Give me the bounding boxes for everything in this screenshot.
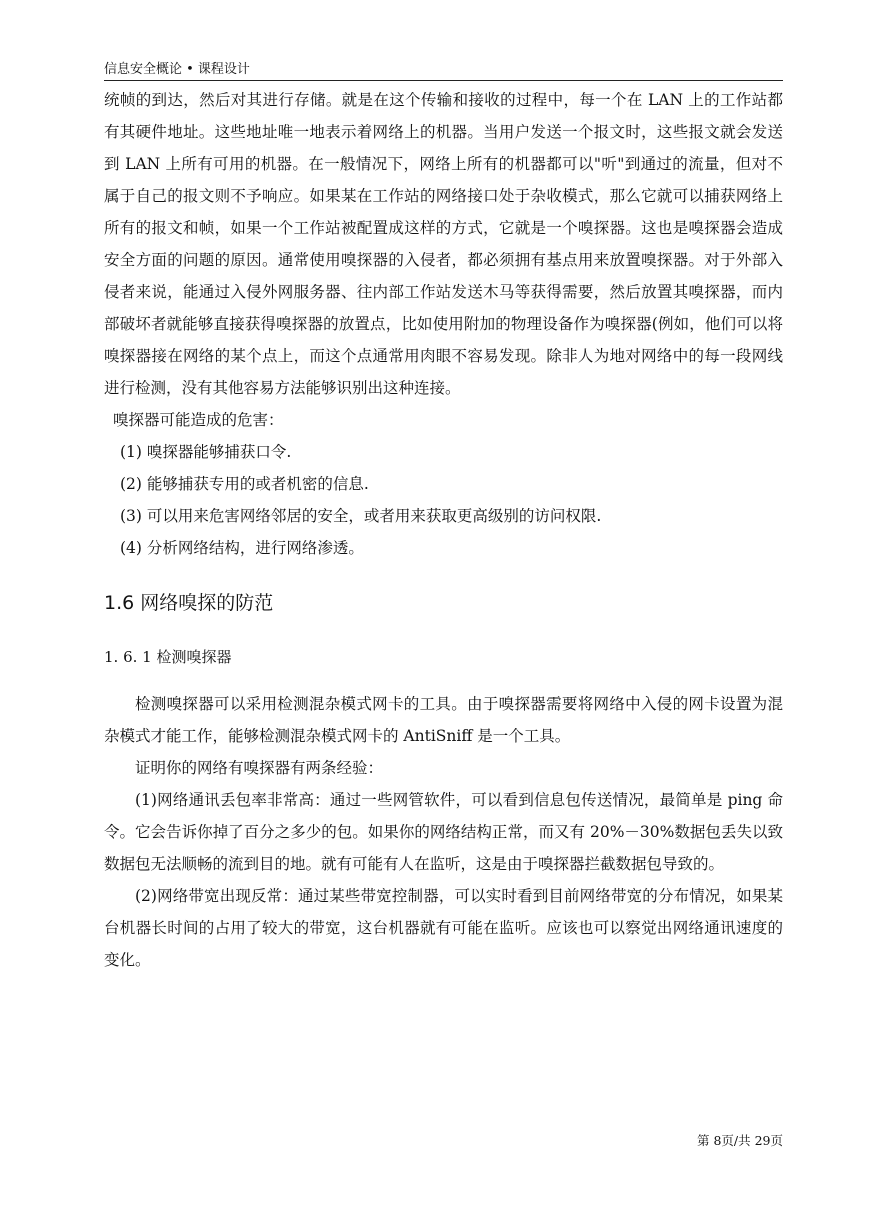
evidence-intro: 证明你的网络有嗅探器有两条经验： — [135, 759, 384, 777]
hazard-item-3: (3) 可以用来危害网络邻居的安全，或者用来获取更高级别的访问权限. — [120, 507, 602, 525]
evidence-item-1: (1)网络通讯丢包率非常高：通过一些网管软件，可以看到信息包传送情况，最简单是 ping 命令。它会告诉你掉了百分之多少的包。如果你的网络结构正常，而又有 20%－30%数据包丢失以致数据包无法顺畅的流到目的地。就有可能有人在监听，这是由于嗅探器拦截数据包导致的。 — [104, 791, 783, 873]
page-header-title: 信息安全概论 • 课程设计 — [104, 62, 250, 77]
header-divider — [104, 80, 783, 81]
hazard-item-2: (2) 能够捕获专用的或者机密的信息. — [120, 475, 369, 493]
page-number: 第 8页/共 29页 — [696, 1133, 783, 1148]
page-content — [104, 84, 783, 976]
section-heading: 1.6 网络嗅探的防范 — [104, 592, 274, 614]
hazards-intro: 嗅探器可能造成的危害： — [113, 411, 284, 429]
continued-paragraph: 统帧的到达，然后对其进行存储。就是在这个传输和接收的过程中，每一个在 LAN 上的工作站都有其硬件地址。这些地址唯一地表示着网络上的机器。当用户发送一个报文时，这些报文就会发送到 LAN 上所有可用的机器。在一般情况下，网络上所有的机器都可以"听"到通过的流量，但对不属于自己的报文则不予响应。如果某在工作站的网络接口处于杂收模式，那么它就可以捕获网络上所有的报文和帧，如果一个工作站被配置成这样的方式，它就是一个嗅探器。这也是嗅探器会造成安全方面的问题的原因。通常使用嗅探器的入侵者，都必须拥有基点用来放置嗅探器。对于外部入侵者来说，能通过入侵外网服务器、往内部工作站发送木马等获得需要，然后放置其嗅探器，而内部破坏者就能够直接获得嗅探器的放置点，比如使用附加的物理设备作为嗅探器(例如，他们可以将嗅探器接在网络的某个点上，而这个点通常用肉眼不容易发现。除非人为地对网络中的每一段网线进行检测，没有其他容易方法能够识别出这种连接。 — [104, 91, 783, 397]
hazard-item-4: (4) 分析网络结构，进行网络渗透。 — [120, 539, 364, 557]
hazard-item-1: (1) 嗅探器能够捕获口令. — [120, 443, 292, 461]
evidence-item-2: (2)网络带宽出现反常：通过某些带宽控制器，可以实时看到目前网络带宽的分布情况，如果某台机器长时间的占用了较大的带宽，这台机器就有可能在监听。应该也可以察觉出网络通讯速度的变化。 — [104, 887, 783, 969]
detect-paragraph: 检测嗅探器可以采用检测混杂模式网卡的工具。由于嗅探器需要将网络中入侵的网卡设置为混杂模式才能工作，能够检测混杂模式网卡的 AntiSniff 是一个工具。 — [104, 695, 783, 745]
subsection-heading: 1. 6. 1 检测嗅探器 — [104, 648, 232, 666]
